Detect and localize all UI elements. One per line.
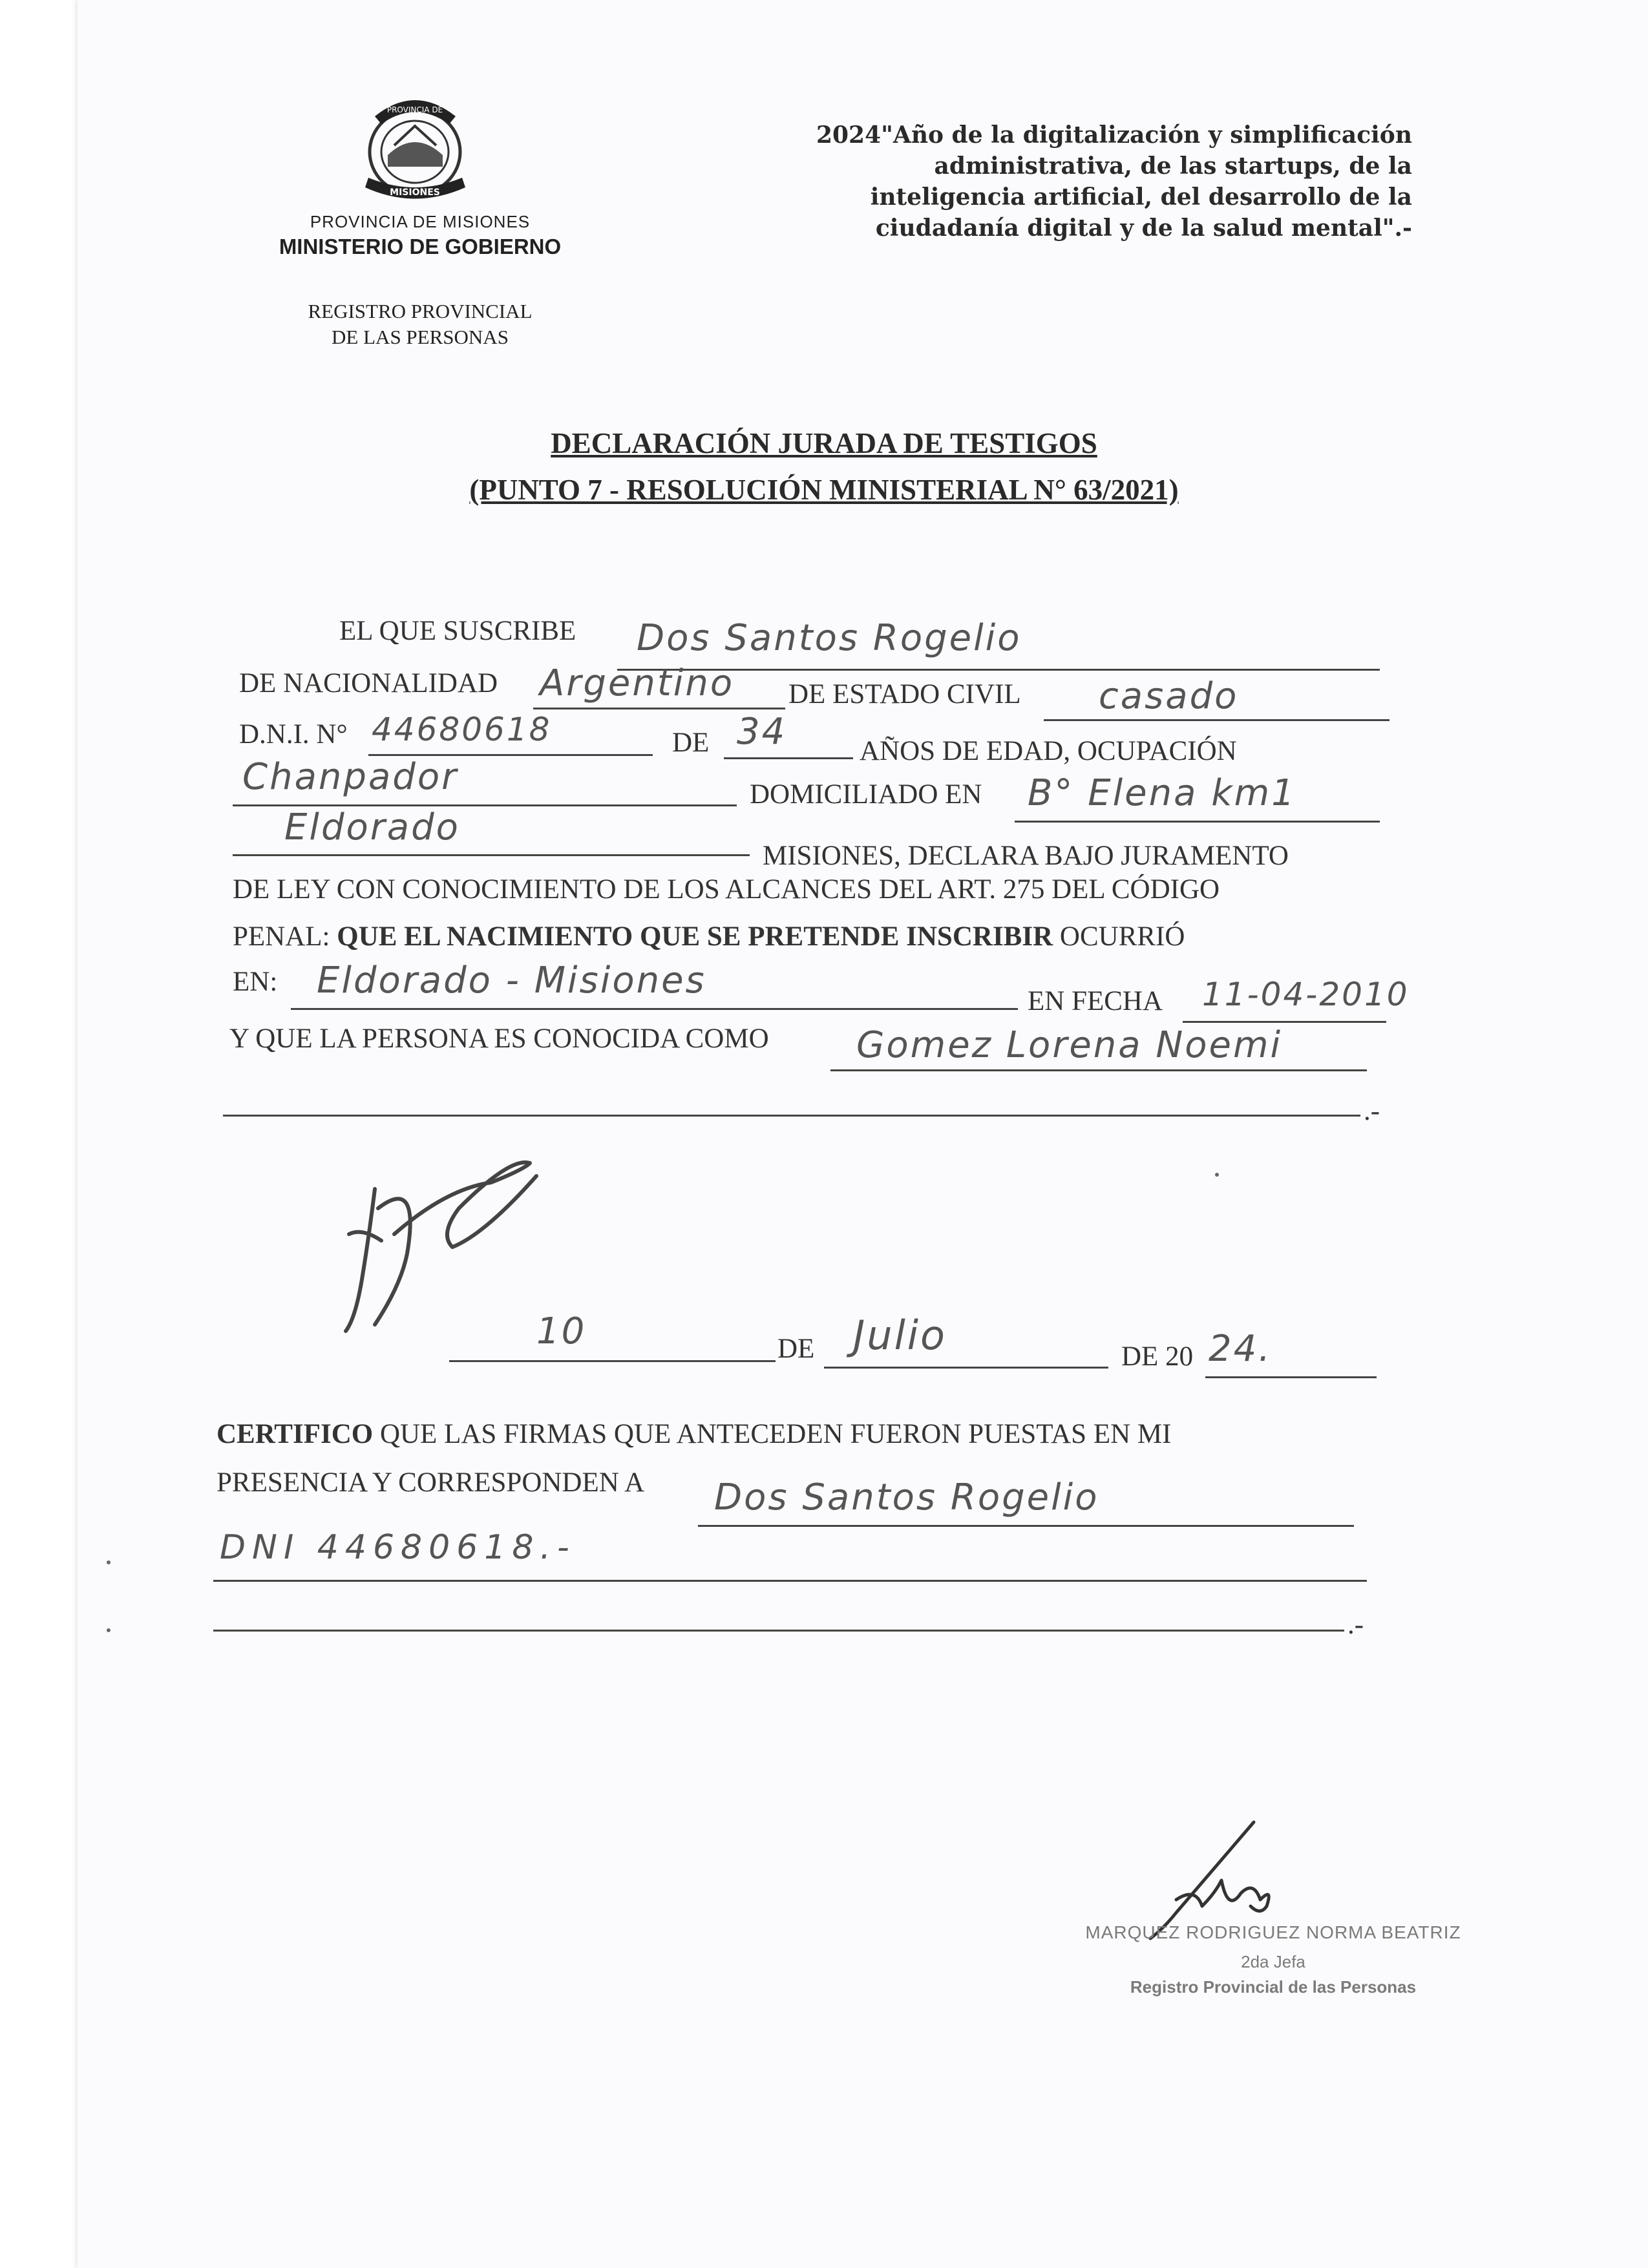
document-title: [362, 420, 1286, 513]
registry-line-2: DE LAS PERSONAS: [332, 326, 509, 348]
label-estado-civil: DE ESTADO CIVIL: [788, 679, 1021, 709]
field-localidad[interactable]: Eldorado: [284, 806, 460, 848]
underline-conocida: [830, 1069, 1367, 1071]
penal-line: [233, 921, 1185, 952]
label-penal: PENAL:: [233, 921, 330, 952]
ministry-heading: [246, 212, 595, 259]
underline-estado-civil: [1044, 719, 1389, 721]
label-date-de-1: DE: [777, 1334, 815, 1364]
label-anos: AÑOS DE EDAD, OCUPACIÓN: [860, 736, 1237, 766]
certifico-text-2: PRESENCIA Y CORRESPONDEN A: [217, 1467, 645, 1498]
field-certifico-name[interactable]: Dos Santos Rogelio: [714, 1476, 1099, 1518]
underline-blank-2: [213, 1630, 1344, 1632]
underline-blank-1: [223, 1115, 1360, 1117]
underline-fecha: [1183, 1021, 1386, 1023]
field-edad[interactable]: 34: [737, 711, 787, 753]
motto-line-4: ciudadanía digital y de la salud mental".-: [875, 215, 1412, 242]
underline-day: [449, 1360, 776, 1362]
field-certifico-dni[interactable]: DNI 44680618.-: [220, 1528, 576, 1567]
label-ocurrio: OCURRIÓ: [1059, 921, 1185, 952]
label-suscribe: EL QUE SUSCRIBE: [339, 616, 576, 646]
label-ley: DE LEY CON CONOCIMIENTO DE LOS ALCANCES DEL ART. 275 DEL CÓDIGO: [233, 874, 1220, 905]
scan-speck: [107, 1628, 111, 1632]
province-seal-icon: [352, 90, 478, 207]
field-day[interactable]: 10: [536, 1310, 587, 1352]
label-misiones: MISIONES, DECLARA BAJO JURAMENTO: [763, 841, 1289, 871]
field-domicilio[interactable]: B° Elena km1: [1028, 772, 1296, 814]
scan-speck: [107, 1560, 111, 1564]
registry-name: [246, 299, 595, 350]
year-motto: [743, 120, 1412, 244]
declarant-signature: [330, 1137, 549, 1344]
end-mark-certifico: .-: [1347, 1610, 1364, 1640]
field-estado-civil[interactable]: casado: [1099, 675, 1239, 717]
field-year[interactable]: 24.: [1209, 1328, 1273, 1370]
label-nacimiento: QUE EL NACIMIENTO QUE SE PRETENDE INSCRIBIR: [337, 921, 1053, 952]
underline-year: [1205, 1376, 1377, 1378]
title-line-2: (PUNTO 7 - RESOLUCIÓN MINISTERIAL N° 63/2021): [469, 474, 1179, 506]
field-month[interactable]: Julio: [853, 1312, 947, 1359]
underline-certifico-dni: [213, 1580, 1367, 1582]
label-dni: D.N.I. N°: [239, 719, 348, 750]
label-de-edad: DE: [672, 728, 710, 758]
field-ocupacion[interactable]: Chanpador: [242, 756, 459, 798]
label-domiciliado: DOMICILIADO EN: [750, 779, 982, 810]
official-stamp: [1047, 1922, 1499, 1997]
label-nacionalidad: DE NACIONALIDAD: [239, 668, 498, 698]
stamp-office: Registro Provincial de las Personas: [1130, 1977, 1417, 1997]
field-lugar[interactable]: Eldorado - Misiones: [317, 960, 706, 1002]
field-dni[interactable]: 44680618: [372, 711, 552, 748]
scan-speck: [1215, 1173, 1219, 1177]
motto-line-2: administrativa, de las startups, de la: [934, 152, 1412, 180]
underline-lugar: [291, 1008, 1018, 1010]
underline-localidad: [233, 854, 750, 856]
province-name: PROVINCIA DE MISIONES: [310, 212, 531, 231]
underline-domicilio: [1015, 821, 1380, 823]
registry-line-1: REGISTRO PROVINCIAL: [308, 300, 533, 322]
ministry-name: MINISTERIO DE GOBIERNO: [279, 235, 562, 258]
certifico-text-1: QUE LAS FIRMAS QUE ANTECEDEN FUERON PUESTAS EN MI: [379, 1419, 1172, 1449]
field-suscribe[interactable]: Dos Santos Rogelio: [637, 617, 1022, 659]
stamp-name: MARQUEZ RODRIGUEZ NORMA BEATRIZ: [1085, 1922, 1461, 1942]
underline-edad: [724, 757, 853, 759]
title-line-1: DECLARACIÓN JURADA DE TESTIGOS: [551, 427, 1097, 459]
label-conocida: Y QUE LA PERSONA ES CONOCIDA COMO: [229, 1024, 769, 1054]
field-nacionalidad[interactable]: Argentino: [540, 662, 735, 704]
field-fecha[interactable]: 11-04-2010: [1202, 976, 1410, 1013]
underline-certifico-name: [698, 1525, 1354, 1527]
seal-top-text: PROVINCIA DE: [386, 105, 443, 114]
motto-line-1: 2024"Año de la digitalización y simplificación: [816, 121, 1412, 149]
certifico-label: CERTIFICO: [217, 1419, 374, 1449]
label-date-de-2: DE 20: [1121, 1341, 1194, 1372]
label-en: EN:: [233, 967, 278, 997]
stamp-role: 2da Jefa: [1241, 1952, 1305, 1971]
motto-line-3: inteligencia artificial, del desarrollo de la: [870, 184, 1412, 211]
certifico-line-1: [217, 1418, 1171, 1450]
underline-month: [824, 1367, 1108, 1369]
seal-bottom-text: MISIONES: [390, 187, 440, 198]
label-en-fecha: EN FECHA: [1028, 986, 1163, 1016]
underline-nacionalidad: [533, 708, 785, 709]
end-mark-form: .-: [1364, 1096, 1380, 1126]
field-conocida[interactable]: Gomez Lorena Noemi: [856, 1024, 1283, 1066]
